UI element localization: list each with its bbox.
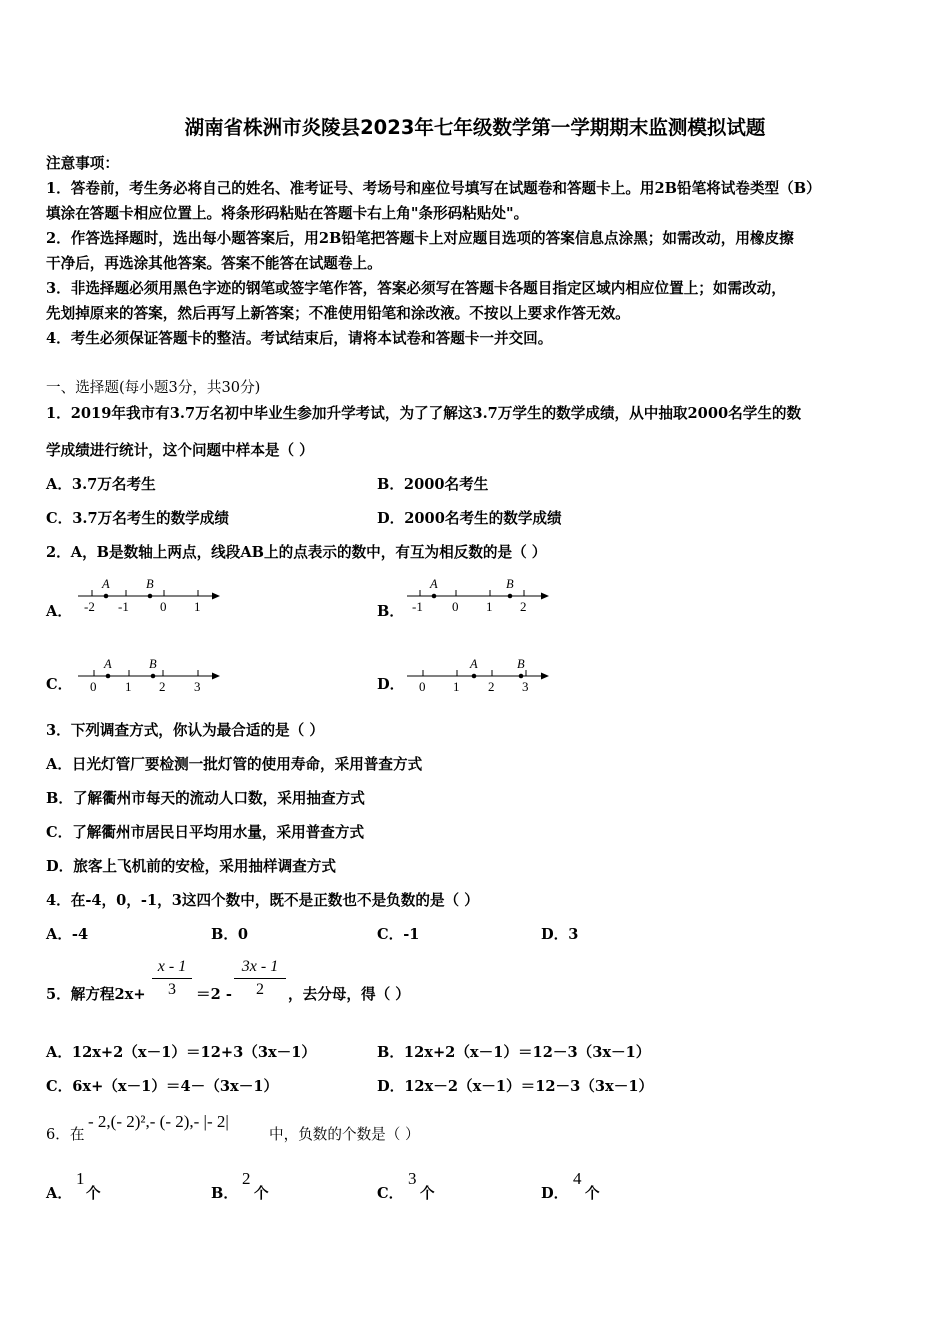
tick-label: 3 (194, 679, 201, 694)
page-title: 湖南省株洲市炎陵县2023年七年级数学第一学期期末监测模拟试题 (184, 116, 766, 139)
question-3-stem: 3．下列调查方式，你认为最合适的是（ ） (46, 722, 324, 739)
question-4-stem: 4．在-4，0，-1，3这四个数中，既不是正数也不是负数的是（ ） (46, 892, 479, 909)
point-label-b: B (149, 657, 157, 671)
point-label-a: A (470, 657, 478, 671)
tick-label: 1 (486, 599, 493, 614)
q4-option-c[interactable]: C．-1 (377, 926, 420, 943)
tick-label: -1 (118, 599, 129, 614)
q5-option-b[interactable]: B．12x+2（x－1）＝12－3（3x－1） (377, 1044, 651, 1061)
question-2-stem: 2．A，B是数轴上两点，线段AB上的点表示的数中，有互为相反数的是（ ） (46, 544, 547, 561)
point-label-a: A (430, 577, 438, 591)
q5-option-a[interactable]: A．12x+2（x－1）＝12+3（3x－1） (46, 1044, 317, 1061)
q6-option-d-number: 4 (573, 1169, 582, 1188)
q2-option-a-label[interactable]: A． (46, 603, 72, 620)
fraction-1-numerator: x - 1 (157, 958, 187, 975)
q4-option-b[interactable]: B．0 (211, 926, 249, 943)
q5-option-c[interactable]: C．6x+（x－1）＝4－（3x－1） (46, 1078, 279, 1095)
q6-option-d-label[interactable]: D． (541, 1185, 569, 1202)
fraction-2-denominator: 2 (256, 981, 264, 998)
q6-option-c-unit: 个 (420, 1185, 435, 1202)
notice-line: 3．非选择题必须用黑色字迹的钢笔或签字笔作答，答案必须写在答题卡各题目指定区域内相应位置上；如需改动， (46, 280, 786, 297)
q6-option-a-label[interactable]: A． (46, 1185, 72, 1202)
point-label-a: A (102, 577, 110, 591)
question-5-suffix: ，去分母，得（ ） (288, 986, 410, 1003)
q2-option-b-label[interactable]: B． (377, 603, 404, 620)
q6-option-b-number: 2 (242, 1169, 251, 1188)
q3-option-d[interactable]: D．旅客上飞机前的安检，采用抽样调查方式 (46, 858, 336, 875)
fraction-1 (152, 958, 192, 999)
tick-label: 1 (125, 679, 132, 694)
point-label-b: B (146, 577, 154, 591)
notice-line: 填涂在答题卡相应位置上。将条形码粘贴在答题卡右上角"条形码粘贴处"。 (46, 205, 529, 222)
q6-option-b-label[interactable]: B． (211, 1185, 238, 1202)
tick-label: 0 (160, 599, 167, 614)
question-6-prefix: 6．在 (46, 1126, 85, 1143)
point-label-a: A (104, 657, 112, 671)
tick-label: 0 (419, 679, 426, 694)
fraction-2 (234, 958, 286, 999)
notice-heading: 注意事项： (46, 155, 119, 172)
number-line-a (74, 574, 224, 616)
question-5-middle: ＝2 - (196, 986, 232, 1003)
notice-line: 1．答卷前，考生务必将自己的姓名、准考证号、考场号和座位号填写在试题卷和答题卡上。用2B铅笔将试卷类型（B） (46, 180, 821, 197)
q6-option-c-label[interactable]: C． (377, 1185, 404, 1202)
tick-label: 2 (520, 599, 527, 614)
notice-line: 干净后，再选涂其他答案。答案不能答在试题卷上。 (46, 255, 382, 272)
point-label-b: B (517, 657, 525, 671)
q1-option-d[interactable]: D．2000名考生的数学成绩 (377, 510, 562, 527)
question-1-stem: 学成绩进行统计，这个问题中样本是（ ） (46, 442, 314, 459)
tick-label: 2 (488, 679, 495, 694)
question-6-suffix: 中，负数的个数是（ ） (269, 1126, 420, 1143)
q1-option-b[interactable]: B．2000名考生 (377, 476, 489, 493)
q4-option-a[interactable]: A．-4 (46, 926, 89, 943)
q3-option-c[interactable]: C．了解衢州市居民日平均用水量，采用普查方式 (46, 824, 365, 841)
q6-option-a-unit: 个 (86, 1185, 101, 1202)
tick-label: -1 (412, 599, 423, 614)
tick-label: 2 (159, 679, 166, 694)
notice-line: 2．作答选择题时，选出每小题答案后，用2B铅笔把答题卡上对应题目选项的答案信息点涂黑；如需改动，用橡皮擦 (46, 230, 794, 247)
tick-label: 0 (90, 679, 97, 694)
question-5-prefix: 5．解方程2x+ (46, 986, 146, 1003)
q1-option-c[interactable]: C．3.7万名考生的数学成绩 (46, 510, 229, 527)
question-1-stem: 1．2019年我市有3.7万名初中毕业生参加升学考试，为了了解这3.7万学生的数学成绩，从中抽取2000名学生的数 (46, 405, 802, 422)
q4-option-d[interactable]: D．3 (541, 926, 579, 943)
q6-option-c-number: 3 (408, 1169, 417, 1188)
point-label-b: B (506, 577, 514, 591)
tick-label: 0 (452, 599, 459, 614)
q3-option-b[interactable]: B．了解衢州市每天的流动人口数，采用抽查方式 (46, 790, 365, 807)
tick-label: -2 (84, 599, 95, 614)
tick-label: 3 (522, 679, 529, 694)
number-line-b (403, 574, 553, 616)
fraction-1-denominator: 3 (168, 981, 176, 998)
notice-line: 4．考生必须保证答题卡的整洁。考试结束后，请将本试卷和答题卡一并交回。 (46, 330, 553, 347)
number-line-d (403, 654, 553, 696)
number-line-c (74, 654, 224, 696)
q6-option-b-unit: 个 (254, 1185, 269, 1202)
q6-option-d-unit: 个 (585, 1185, 600, 1202)
q6-option-a-number: 1 (76, 1169, 85, 1188)
notice-line: 先划掉原来的答案，然后再写上新答案；不准使用铅笔和涂改液。不按以上要求作答无效。 (46, 305, 630, 322)
question-6-expression: - 2,(- 2)²,- (- 2),- |- 2| (88, 1112, 229, 1131)
section-heading: 一、选择题(每小题3分，共30分) (46, 379, 261, 396)
tick-label: 1 (194, 599, 201, 614)
q2-option-d-label[interactable]: D． (377, 676, 405, 693)
q1-option-a[interactable]: A．3.7万名考生 (46, 476, 156, 493)
fraction-2-numerator: 3x - 1 (241, 958, 279, 975)
q5-option-d[interactable]: D．12x－2（x－1）＝12－3（3x－1） (377, 1078, 654, 1095)
q3-option-a[interactable]: A．日光灯管厂要检测一批灯管的使用寿命，采用普查方式 (46, 756, 423, 773)
tick-label: 1 (453, 679, 460, 694)
q2-option-c-label[interactable]: C． (46, 676, 73, 693)
